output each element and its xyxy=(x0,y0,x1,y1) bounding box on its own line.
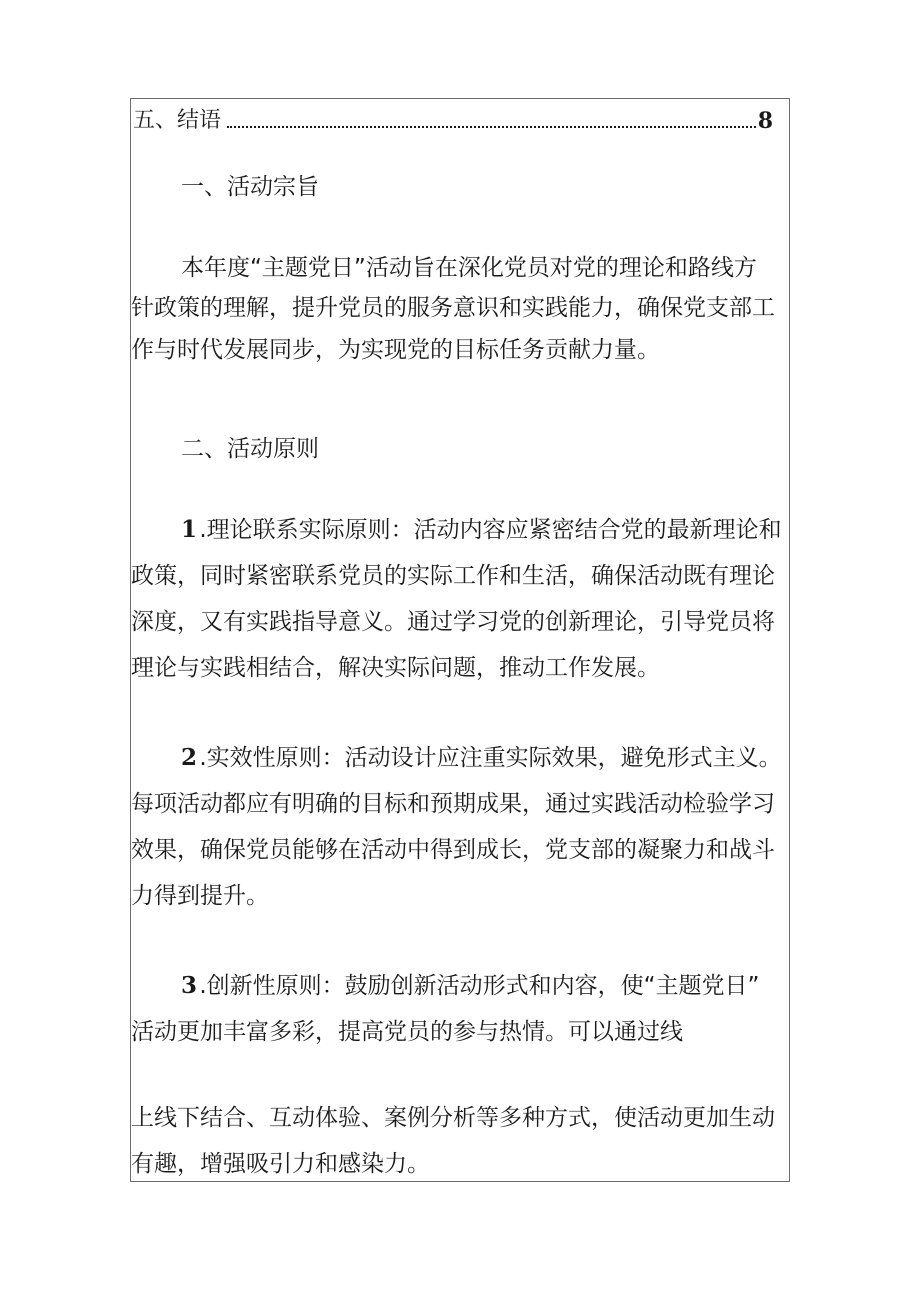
paragraph-line: 有趣，增强吸引力和感染力。 xyxy=(131,1151,430,1177)
toc-label: 五、结语 xyxy=(133,108,222,133)
paragraph-line: 深度，又有实践指导意义。通过学习党的创新理论，引导党员将 xyxy=(131,609,775,635)
paragraph-line: 效果，确保党员能够在活动中得到成长，党支部的凝聚力和战斗 xyxy=(131,837,775,863)
item-text: .实效性原则：活动设计应注重实际效果，避免形式主义。 xyxy=(199,745,782,771)
paragraph-line: 作与时代发展同步，为实现党的目标任务贡献力量。 xyxy=(131,337,660,363)
item-number: 2 xyxy=(181,744,198,771)
toc-leader-dots xyxy=(227,126,756,128)
item-number: 1 xyxy=(181,516,198,543)
section-heading-purpose: 一、活动宗旨 xyxy=(181,174,319,200)
paragraph-line: 每项活动都应有明确的目标和预期成果，通过实践活动检验学习 xyxy=(131,791,775,817)
paragraph-line: 理论与实践相结合，解决实际问题，推动工作发展。 xyxy=(131,655,660,681)
toc-entry[interactable] xyxy=(133,107,773,135)
item-text: .创新性原则：鼓励创新活动形式和内容，使“主题党日” xyxy=(199,973,760,999)
paragraph-line: 上线下结合、互动体验、案例分析等多种方式，使活动更加生动 xyxy=(131,1105,775,1131)
paragraph-line: 政策，同时紧密联系党员的实际工作和生活，确保活动既有理论 xyxy=(131,563,775,589)
paragraph-line: 活动更加丰富多彩，提高党员的参与热情。可以通过线 xyxy=(131,1019,683,1045)
item-number: 3 xyxy=(181,972,198,999)
section-heading-principles: 二、活动原则 xyxy=(181,436,319,462)
principle-item-2 xyxy=(131,735,789,919)
paragraph-line: 本年度“主题党日”活动旨在深化党员对党的理论和路线方 xyxy=(181,255,757,281)
paragraph-line xyxy=(131,507,789,553)
paragraph-line: 力得到提升。 xyxy=(131,883,269,909)
principle-item-3 xyxy=(131,963,789,1055)
continuation-paragraph xyxy=(131,1095,789,1187)
document-frame xyxy=(130,98,790,1182)
paragraph-line: 针政策的理解，提升党员的服务意识和实践能力，确保党支部工 xyxy=(131,295,775,321)
paragraph-purpose xyxy=(131,245,789,373)
toc-page-number: 8 xyxy=(757,108,773,134)
paragraph-line xyxy=(131,963,789,1009)
item-text: .理论联系实际原则：活动内容应紧密结合党的最新理论和 xyxy=(199,517,782,543)
principle-item-1 xyxy=(131,507,789,691)
paragraph-line xyxy=(131,735,789,781)
